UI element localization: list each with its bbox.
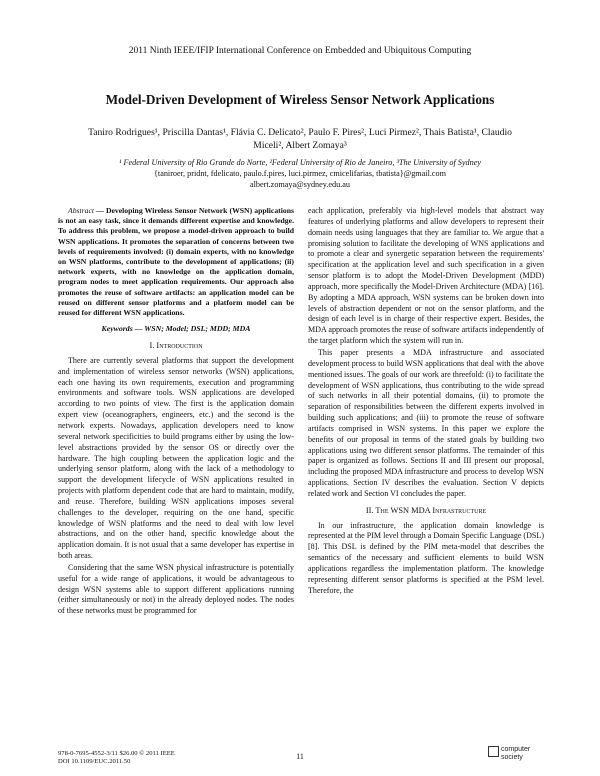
logo-mark-icon bbox=[488, 746, 499, 757]
body-paragraph: In our infrastructure, the application domain knowledge is represented at the PIM level through a Domain Specific Language (DSL) [8]. This DSL is defined by the PIM meta-model that describes the semantics of the necessary and sufficient elements to build WSN applications regardless the implementation platform. The knowledge representing different sensor platforms is specified at the PSM level. Therefore, the bbox=[308, 520, 544, 595]
logo-text bbox=[501, 746, 530, 761]
left-column bbox=[58, 206, 294, 618]
affiliations: ¹ Federal University of Rio Grande do Norte, ²Federal University of Rio de Janeiro, ³The University of Sydney bbox=[118, 158, 481, 167]
conference-header: 2011 Ninth IEEE/IFIP International Conference on Embedded and Ubiquitous Computing bbox=[128, 46, 472, 56]
section-heading-infrastructure: II. The WSN MDA Infrastructure bbox=[365, 505, 487, 515]
footer-isbn: 978-0-7695-4552-3/11 $26.00 © 2011 IEEE bbox=[58, 750, 175, 757]
abstract-text: — Developing Wireless Sensor Network (WSN) applications is not an easy task, since it demands different expertise and knowledge. To address this problem, we propose a model-driven approach to build WSN applications. It promotes the separation of concerns between two levels of requirements involved: (i) domain experts, with no knowledge on WSN platforms, contribute to the development of applications; (ii) network experts, with no knowledge on the application domain, program nodes to meet application requirements. Our approach also promotes the reuse of software artifacts: an application model can be reused on different sensor platforms and a platform model can be reused for different WSN applications. bbox=[58, 206, 294, 318]
authors-line-2: Miceli², Albert Zomaya³ bbox=[253, 140, 347, 151]
body-paragraph: This paper presents a MDA infrastructure and associated development process to build WSN applications that deal with the above mentioned issues. The goals of our work are threefold: (i) to facilitate the development of WSN applications, thus contributing to the wide spread of such networks in all their potential domains, (ii) to promote the separation of responsibilities between the different experts involved in building such applications; and (iii) to promote the reuse of software artifacts comprised in WSN systems. In this paper we explore the benefits of our proposal in terms of the stated goals by building two applications using two different sensor platforms. The remainder of this paper is organized as follows. Sections II and III present our proposal, including the proposed MDA infrastructure and process to develop WSN applications. Section IV describes the evaluation. Section V depicts related work and Section VI concludes the paper. bbox=[308, 347, 544, 498]
keywords-text: — WSN; Model; DSL; MDD; MDA bbox=[132, 324, 251, 334]
body-paragraph: each application, preferably via high-level models that abstract way features of underlying platforms and allow developers to represent their domain needs using languages that they are familiar to. We argue that a promising solution to facilitate the developing of WNS applications and to promote a clear and synergetic separation between the requirements' specification at the application level and such specification in a given sensor platform is to adopt the Model-Driven Development (MDD) approach, more specifically the Model-Driven Architecture (MDA) [16]. By adopting a MDA approach, WSN systems can be broken down into levels of abstraction dependent or not on the sensor platform, and the design of each level is in charge of their respective expert. Besides, the MDA approach promotes the reuse of software artifacts independently of the target platform which the system will run in. bbox=[308, 206, 544, 346]
author-list bbox=[50, 126, 550, 152]
affiliations-block bbox=[50, 157, 550, 190]
body-paragraph: Considering that the same WSN physical infrastructure is potentially useful for a wide range of applications, it would be advantageous to design WSN systems able to support different applications running (either simultaneously or not) in the already deployed nodes. The nodes of these networks must be programmed for bbox=[58, 562, 294, 616]
abstract-label: Abstract bbox=[68, 206, 95, 215]
page-number: 11 bbox=[296, 752, 304, 761]
emails-line-2: albert.zomaya@sydney.edu.au bbox=[250, 180, 350, 189]
authors-line-1: Taniro Rodrigues¹, Priscilla Dantas¹, Flávia C. Delicato², Paulo F. Pires², Luci Pirmez², Thais Batista¹, Claudio bbox=[88, 127, 512, 138]
section-heading-introduction: I. Introduction bbox=[149, 341, 203, 351]
paper-title: Model-Driven Development of Wireless Sensor Network Applications bbox=[105, 92, 495, 107]
computer-society-logo bbox=[488, 744, 558, 768]
keywords-label: Keywords bbox=[101, 324, 133, 334]
footer-doi: DOI 10.1109/EUC.2011.50 bbox=[58, 758, 131, 765]
body-paragraph: There are currently several platforms that support the development and implementation of wireless sensor networks (WSN) applications, each one having its own requirements, execution and programming environments and software tools. WSN applications are developed according to two points of view. The first is the application domain expert view (oceanographers, engineers, etc.) and the second is the network experts. Nowadays, application developers need to know several network specificities to build programs either by using the low-level abstractions provided by the sensor OS or directly over the hardware. The high coupling between the application logic and the underlying sensor platform, along with the lack of a methodology to support the development lifecycle of WSN applications resulted in projects with platform dependent code that are hard to maintain, modify, and reuse. Therefore, building WSN applications imposes several challenges to the developer, requiring on the one hand, specific knowledge of WSN platforms and the need to deal with low level abstractions, and on the other hand, specific knowledge about the application domain. It is not usual that a same developer has expertise in both areas. bbox=[58, 355, 294, 561]
abstract bbox=[58, 206, 294, 318]
logo-line-2: society bbox=[501, 753, 523, 761]
logo-line-1: computer bbox=[501, 746, 531, 753]
right-column bbox=[308, 206, 544, 598]
emails-line-1: {taniroer, pridnt, fdelicato, paulo.f.pires, luci.pirmez, cmicelifarias, tbatista}@gmail.com bbox=[154, 169, 446, 178]
keywords bbox=[58, 324, 294, 335]
